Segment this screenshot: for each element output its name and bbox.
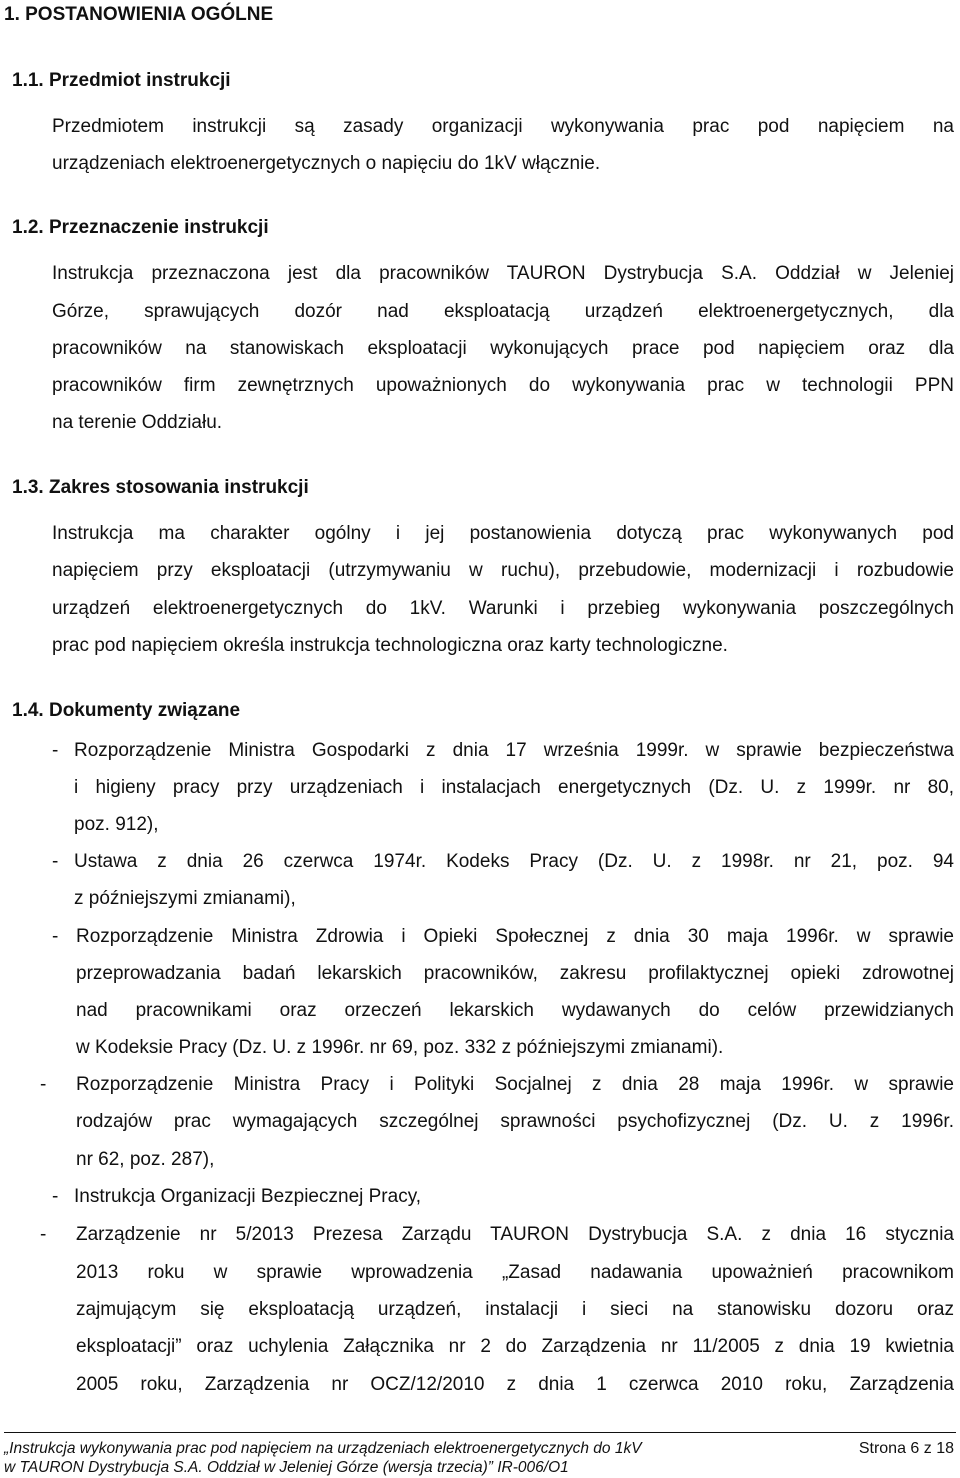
paragraph-line: pracowników firm zewnętrznych upoważnionych do wykonywania prac w technologii PPN xyxy=(52,375,954,396)
list-item-line: rodzajów prac wymagających szczególnej sprawności psychofizycznej (Dz. U. z 1996r. xyxy=(76,1111,954,1132)
paragraph-line: napięciem przy eksploatacji (utrzymywaniu w ruchu), przebudowie, modernizacji i rozbudowie xyxy=(52,560,954,581)
list-item-line: poz. 912), xyxy=(74,814,159,835)
list-item-line: nad pracownikami oraz orzeczeń lekarskich wydawanych do celów przewidzianych xyxy=(76,1000,954,1021)
paragraph-line: prac pod napięciem określa instrukcja technologiczna oraz karty technologiczne. xyxy=(52,635,728,656)
paragraph-line: Górze, sprawujących dozór nad eksploatacją urządzeń elektroenergetycznych, dla xyxy=(52,301,954,322)
list-item-line: Rozporządzenie Ministra Zdrowia i Opieki Społecznej z dnia 30 maja 1996r. w sprawie xyxy=(76,926,954,947)
list-item-line: z późniejszymi zmianami), xyxy=(74,888,296,909)
list-item-line: przeprowadzania badań lekarskich pracowników, zakresu profilaktycznej opieki zdrowotnej xyxy=(76,963,954,984)
list-dash: - xyxy=(52,851,59,872)
list-item-line: Rozporządzenie Ministra Pracy i Polityki Socjalnej z dnia 28 maja 1996r. w sprawie xyxy=(76,1074,954,1095)
list-item-line: w Kodeksie Pracy (Dz. U. z 1996r. nr 69, poz. 332 z późniejszymi zmianami). xyxy=(76,1037,724,1058)
list-item-line: 2013 roku w sprawie wprowadzenia „Zasad nadawania upoważnień pracownikom xyxy=(76,1262,954,1283)
footer-title-line-2: w TAURON Dystrybucja S.A. Oddział w Jeleniej Górze (wersja trzecia)” IR-006/O1 xyxy=(4,1459,569,1476)
list-item-line: i higieny pracy przy urządzeniach i instalacjach energetycznych (Dz. U. z 1999r. nr 80, xyxy=(74,777,954,798)
list-item-line: Zarządzenie nr 5/2013 Prezesa Zarządu TAURON Dystrybucja S.A. z dnia 16 stycznia xyxy=(76,1224,954,1245)
paragraph-line: Instrukcja przeznaczona jest dla pracowników TAURON Dystrybucja S.A. Oddział w Jeleniej xyxy=(52,263,954,284)
list-item-line: nr 62, poz. 287), xyxy=(76,1149,215,1170)
paragraph-line: na terenie Oddziału. xyxy=(52,412,223,433)
section-1-4-heading: 1.4. Dokumenty związane xyxy=(12,700,241,721)
paragraph-line: Przedmiotem instrukcji są zasady organizacji wykonywania prac pod napięciem na xyxy=(52,116,954,137)
list-item-line: 2005 roku, Zarządzenia nr OCZ/12/2010 z dnia 1 czerwca 2010 roku, Zarządzenia xyxy=(76,1374,954,1395)
section-1-heading: 1. POSTANOWIENIA OGÓLNE xyxy=(4,4,274,25)
paragraph-line: urządzeń elektroenergetycznych do 1kV. Warunki i przebieg wykonywania poszczególnych xyxy=(52,598,954,619)
paragraph-line: urządzeniach elektroenergetycznych o napięciu do 1kV włącznie. xyxy=(52,153,601,174)
list-dash: - xyxy=(40,1224,47,1245)
paragraph-line: Instrukcja ma charakter ogólny i jej postanowienia dotyczą prac wykonywanych pod xyxy=(52,523,954,544)
footer-title-line-1: „Instrukcja wykonywania prac pod napięciem na urządzeniach elektroenergetycznych do 1kV xyxy=(4,1440,642,1457)
list-item-line: Ustawa z dnia 26 czerwca 1974r. Kodeks Pracy (Dz. U. z 1998r. nr 21, poz. 94 xyxy=(74,851,954,872)
list-item-line: eksploatacji” oraz uchylenia Załącznika nr 2 do Zarządzenia nr 11/2005 z dnia 19 kwietnia xyxy=(76,1336,954,1357)
page-number: Strona 6 z 18 xyxy=(858,1440,954,1457)
list-item-line: Rozporządzenie Ministra Gospodarki z dnia 17 września 1999r. w sprawie bezpieczeństwa xyxy=(74,740,954,761)
paragraph-line: pracowników na stanowiskach eksploatacji wykonujących prace pod napięciem oraz dla xyxy=(52,338,954,359)
section-1-1-heading: 1.1. Przedmiot instrukcji xyxy=(12,70,231,91)
list-dash: - xyxy=(52,740,59,761)
list-dash: - xyxy=(52,926,59,947)
section-1-3-heading: 1.3. Zakres stosowania instrukcji xyxy=(12,477,309,498)
list-item-line: zajmującym się eksploatacją urządzeń, instalacji i sieci na stanowisku dozoru oraz xyxy=(76,1299,954,1320)
list-dash: - xyxy=(40,1074,47,1095)
footer-rule xyxy=(4,1432,956,1433)
list-item-line: Instrukcja Organizacji Bezpiecznej Pracy, xyxy=(74,1186,422,1207)
list-dash: - xyxy=(52,1186,59,1207)
section-1-2-heading: 1.2. Przeznaczenie instrukcji xyxy=(12,217,269,238)
